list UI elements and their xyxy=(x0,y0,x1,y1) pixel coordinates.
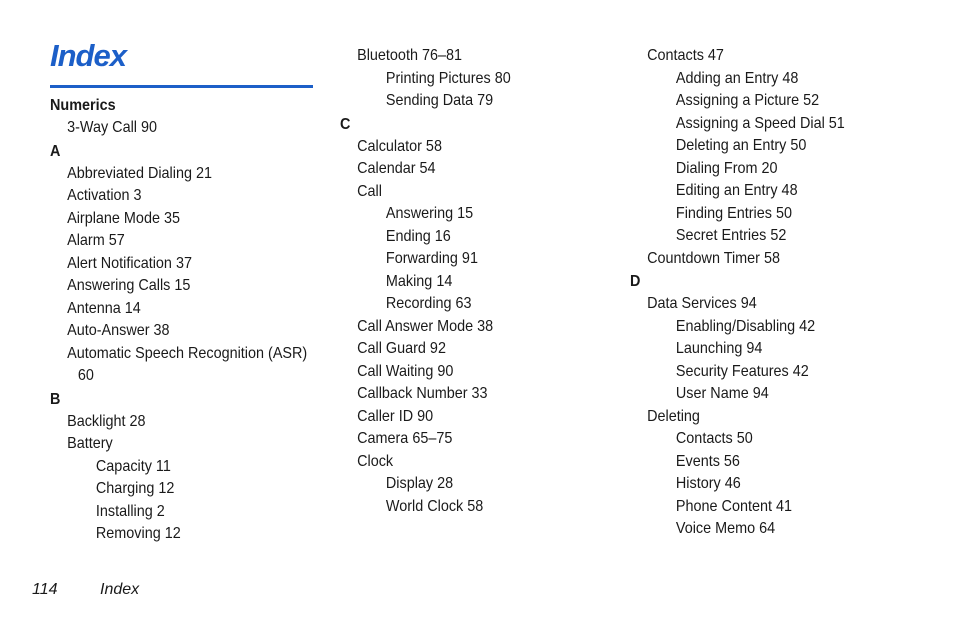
index-entry: Camera 65–75 xyxy=(357,430,453,447)
index-entry: Calculator 58 xyxy=(357,137,442,155)
index-entry: Data Services 94 xyxy=(647,295,757,312)
index-entry: Installing 2 xyxy=(95,502,165,520)
index-entry: Automatic Speech Recognition (ASR) xyxy=(67,344,308,362)
index-entry: Adding an Entry 48 xyxy=(675,69,799,87)
footer-section-label: Index xyxy=(100,581,140,598)
page-title: Index xyxy=(50,38,126,73)
index-entry: Answering 15 xyxy=(385,205,474,222)
index-entry: Forwarding 91 xyxy=(385,250,478,267)
index-entry: Removing 12 xyxy=(95,525,181,542)
index-entry: Printing Pictures 80 xyxy=(385,69,511,87)
index-entry: User Name 94 xyxy=(675,385,769,402)
index-entry: Editing an Entry 48 xyxy=(675,182,798,199)
index-entry: Events 56 xyxy=(675,452,740,470)
index-entry: Activation 3 xyxy=(67,187,142,204)
index-entry: Antenna 14 xyxy=(67,299,141,317)
index-entry: Abbreviated Dialing 21 xyxy=(67,164,212,182)
index-entry: Answering Calls 15 xyxy=(67,277,191,294)
footer-page-number: 114 xyxy=(32,581,58,598)
index-column-2 xyxy=(340,45,530,518)
index-entry: Alarm 57 xyxy=(67,232,125,249)
index-column-1 xyxy=(50,94,336,546)
index-entry: Assigning a Speed Dial 51 xyxy=(675,114,845,132)
index-entry: Enabling/Disabling 42 xyxy=(675,317,816,335)
index-entry: Assigning a Picture 52 xyxy=(675,92,820,109)
index-entry: Secret Entries 52 xyxy=(675,227,787,244)
index-entry: Call xyxy=(357,182,382,200)
index-entry: Display 28 xyxy=(385,475,454,492)
index-entry: Call Guard 92 xyxy=(357,340,446,357)
title-underline xyxy=(50,85,313,88)
index-column-3 xyxy=(630,45,869,541)
index-entry: Contacts 50 xyxy=(675,430,753,447)
index-entry: Capacity 11 xyxy=(95,457,171,475)
index-letter-heading: Numerics xyxy=(50,97,116,114)
index-entry: Call Waiting 90 xyxy=(357,362,454,380)
index-entry: Dialing From 20 xyxy=(675,159,778,177)
index-letter-heading: B xyxy=(50,390,61,408)
index-entry: Ending 16 xyxy=(385,227,451,245)
index-entry: Bluetooth 76–81 xyxy=(357,47,462,64)
index-entry: Call Answer Mode 38 xyxy=(357,317,494,335)
index-entry: Charging 12 xyxy=(95,480,175,497)
index-entry: Deleting an Entry 50 xyxy=(675,137,807,154)
index-entry: Caller ID 90 xyxy=(357,407,434,425)
index-entry: 60 xyxy=(77,367,94,384)
index-entry: Countdown Timer 58 xyxy=(647,249,780,267)
index-entry: Phone Content 41 xyxy=(675,497,792,515)
index-entry: Launching 94 xyxy=(675,340,763,357)
index-entry: Airplane Mode 35 xyxy=(67,209,180,227)
index-entry: Alert Notification 37 xyxy=(67,254,192,272)
index-entry: Callback Number 33 xyxy=(357,385,488,402)
index-entry: Sending Data 79 xyxy=(385,92,494,109)
index-entry: Calendar 54 xyxy=(357,160,436,177)
index-entry: Making 14 xyxy=(385,272,453,290)
index-entry: Security Features 42 xyxy=(675,362,809,380)
index-entry: Finding Entries 50 xyxy=(675,204,792,222)
index-entry: Backlight 28 xyxy=(67,412,146,430)
index-entry: Auto-Answer 38 xyxy=(67,322,170,339)
index-letter-heading: A xyxy=(50,142,61,160)
index-letter-heading: D xyxy=(630,273,641,290)
index-entry: Contacts 47 xyxy=(647,47,724,64)
index-entry: Voice Memo 64 xyxy=(675,520,776,537)
index-entry: Deleting xyxy=(647,407,700,425)
index-entry: Clock xyxy=(357,452,394,470)
index-entry: Recording 63 xyxy=(385,295,472,312)
index-entry: History 46 xyxy=(675,475,741,492)
index-entry: World Clock 58 xyxy=(385,497,484,515)
index-entry: 3-Way Call 90 xyxy=(67,119,158,136)
index-entry: Battery xyxy=(67,435,113,452)
index-letter-heading: C xyxy=(340,115,351,133)
